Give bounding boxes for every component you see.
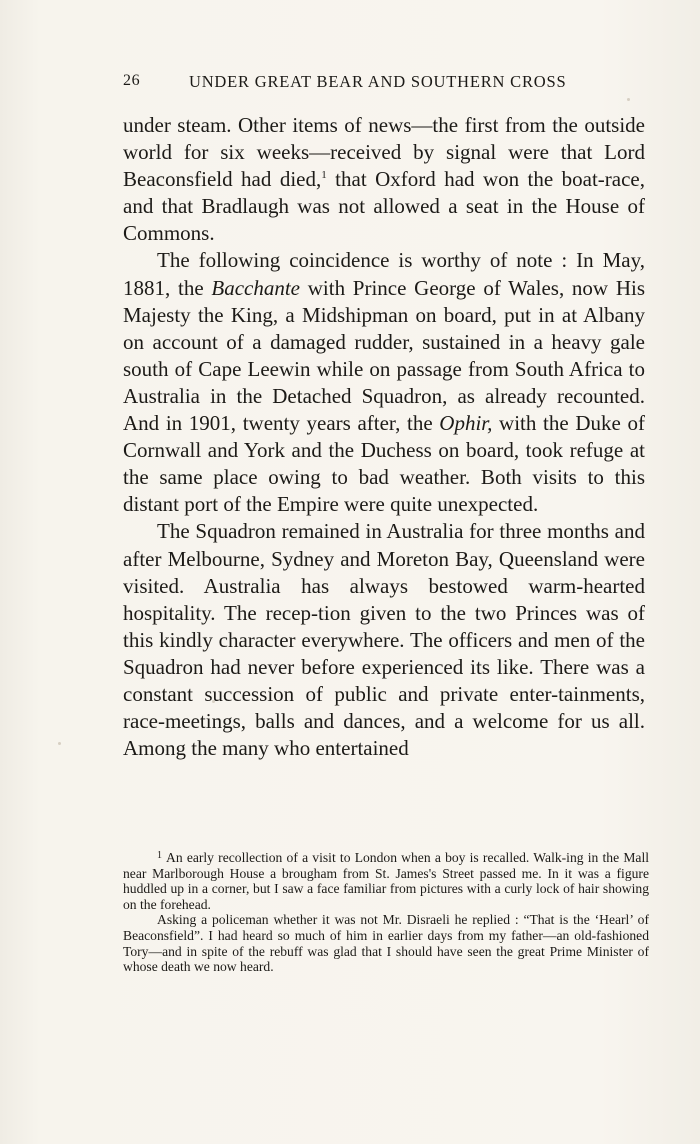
footnote-reference: 1 xyxy=(321,169,327,182)
running-title: UNDER GREAT BEAR AND SOUTHERN CROSS xyxy=(189,72,567,91)
footnote xyxy=(123,850,649,975)
page-header xyxy=(123,72,644,96)
paragraph-1-text-a: under steam. Other items of news—the first from the outside world for six weeks—received by signal were that Lord Beaconsfield had died, xyxy=(123,113,645,192)
paragraph-2-text-c: with the Duke of Cornwall and York and the Duchess on board, took refuge at the same place owing to bad weather. Both visits to this distant port of the Empire were quite unexpected. xyxy=(123,411,645,517)
paragraph-2-text-a: The following coincidence is worthy of note : In May, 1881, the xyxy=(123,248,645,300)
page-number: 26 xyxy=(123,72,141,89)
footnote-mark: 1 xyxy=(157,850,162,861)
footnote-text-1: An early recollection of a visit to London when a boy is recalled. Walk-ing in the Mall near Marlborough House a brougham from St. James's Street passed me. In it was a figure huddled up in a corner, but I saw a face familiar from pictures with a curly lock of hair showing on the forehead. xyxy=(123,850,649,912)
paragraph-3: The Squadron remained in Australia for three months and after Melbourne, Sydney and Moreton Bay, Queensland were visited. Australia has always bestowed warm-hearted hospitality. The recep-tion given to the two Princes was of this kindly character everywhere. The officers and men of the Squadron had never before experienced its like. There was a constant succession of public and private enter-tainments, race-meetings, balls and dances, and a welcome for us all. Among the many who entertained xyxy=(123,519,645,761)
paragraph-1 xyxy=(123,112,645,247)
paragraph-2 xyxy=(123,247,645,518)
paper-speck xyxy=(58,742,61,745)
footnote-paragraph-2: Asking a policeman whether it was not Mr. Disraeli he replied : “That is the ‘Hearl’ of Beaconsfield”. I had heard so much of him in earlier days from my father—an old-fashioned Tory—and in spite of the rebuff was glad that I should have seen the great Prime Minister of whose death we now heard. xyxy=(123,912,649,975)
ship-name-bacchante: Bacchante xyxy=(211,275,300,300)
footnote-paragraph-1 xyxy=(123,850,649,912)
paper-speck xyxy=(627,98,630,101)
paragraph-1-text-b: that Oxford had won the boat-race, and that Bradlaugh was not allowed a seat in the House of Commons. xyxy=(123,167,645,246)
ship-name-ophir: Ophir, xyxy=(439,411,493,436)
paragraph-2-text-b: with Prince George of Wales, now His Majesty the King, a Midshipman on board, put in at Albany on account of a damaged rudder, sustained in a heavy gale south of Cape Leewin while on passage from South Africa to Australia in the Detached Squadron, as already recounted. And in 1901, twenty years after, the xyxy=(123,275,645,436)
body-text xyxy=(123,112,645,762)
